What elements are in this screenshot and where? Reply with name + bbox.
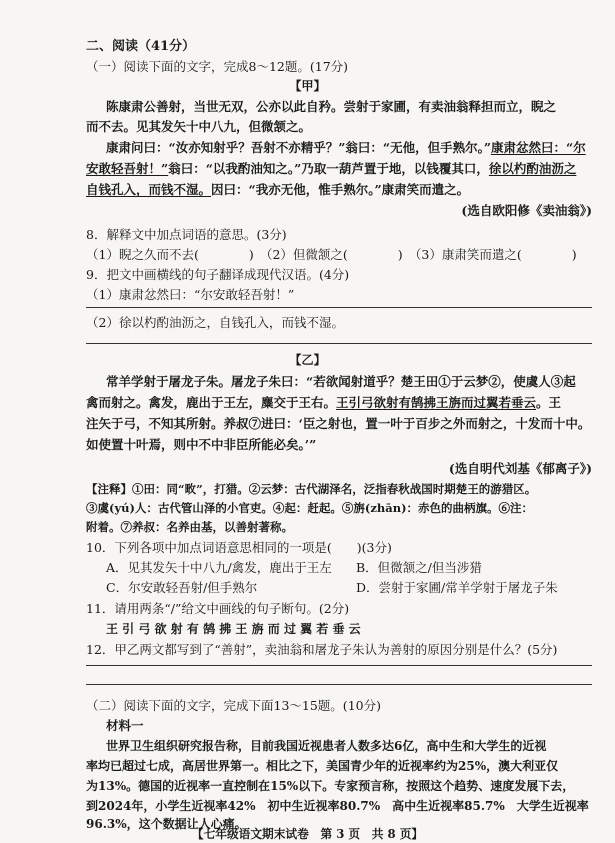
jia-p2-line3-b: 因曰：“我亦无他，惟手熟尔。”康肃笑而遣之。 [211,182,470,197]
jia-p1-line1: 陈康肃公善射，当世无双，公亦以此自矜。尝射于家圃，有卖油翁释担而立，睨之 [106,99,557,114]
material-line4: 到2024年，小学生近视率42% 初中生近视率80.7% 高中生近视率85.7% 大学生近视率 [86,799,589,813]
q12-answer-line-1[interactable] [86,665,592,666]
q8-items: （1）睨之久而不去( ) （2）但微颔之( ) （3）康肃笑而遣之( ) [86,247,577,262]
q12-answer-line-2[interactable] [86,684,592,685]
yi-note-line2: ③虞(yú)人：古代管山泽的小官吏。④起：赶起。⑤旃(zhān)：赤色的曲柄旗。⑥注： [86,501,534,515]
jia-p2-line1 [106,139,586,156]
q10-option-c[interactable]: C．尔安敢轻吾射/但手熟尔 [106,580,258,595]
jia-p2-line3-a: 自钱孔入，而钱不湿。 [86,182,212,197]
yi-source: (选自明代刘基《郁离子》) [448,461,592,476]
material-line2: 率均已超过七成，高居世界第一。相比之下，美国青少年的近视率约为25%，澳大利亚仅 [86,759,559,773]
q10-stem: 10．下列各项中加点词语意思相同的一项是( )(3分) [86,540,392,555]
q12-stem: 12．甲乙两文都写到了“善射”，卖油翁和屠龙子朱认为善射的原因分别是什么？(5分) [86,642,558,657]
jia-source: (选自欧阳修《卖油翁》) [461,203,592,218]
jia-p2-line1-b: 康肃忿然曰：“尔 [491,140,586,155]
q10-option-b[interactable]: B．但微颔之/但当涉猎 [356,560,482,575]
yi-line2-b: 王引弓欲射有鹄拂王旃而过翼若垂云 [336,395,537,410]
q10-option-a[interactable]: A．见其发矢十中八九/禽发，鹿出于王左 [106,560,332,575]
jia-p2-line2-c: 徐以杓酌油沥之 [488,161,577,176]
material-line1: 世界卫生组织研究报告称，目前我国近视患者人数多达6亿，高中生和大学生的近视 [106,739,547,753]
jia-p2-line2 [86,160,576,177]
jia-p2-line3 [86,181,469,198]
yi-line3: 注矢于弓，不知其所射。养叔⑦进曰：‘臣之射也，置一叶于百步之外而射之，十发而十中。 [86,416,591,431]
yi-line2-c: 。王 [536,395,562,410]
q9-item1: （1）康肃忿然曰：“尔安敢轻吾射！” [86,287,295,302]
yi-line1: 常羊学射于屠龙子朱。屠龙子朱曰：“若欲闻射道乎？楚王田①于云梦②，使虞人③起 [106,374,576,389]
yi-note-line3: 附着。⑦养叔：名养由基，以善射著称。 [86,520,293,534]
q9-answer-line-2[interactable] [86,343,592,344]
jia-p2-line2-b: 翁曰：“以我酌油知之。”乃取一葫芦置于地，以钱覆其口， [168,161,489,176]
q11-stem: 11．请用两条“/”给文中画线的句子断句。(2分) [86,601,350,616]
jia-p1-line2: 而不去。见其发矢十中八九，但微颔之。 [86,119,312,134]
q9-answer-line-1[interactable] [86,307,592,308]
jia-p2-line1-a: 康肃问曰：“汝亦知射乎？吾射不亦精乎？”翁曰：“无他，但手熟尔。” [106,140,492,155]
yi-note-line1: 【注释】①田：同“畋”，打猎。②云梦：古代湖泽名，泛指春秋战国时期楚王的游猎区。 [86,482,537,496]
yi-line2 [86,394,561,411]
material-line5: 96.3%，这个数据让人心痛。 [86,817,247,831]
jia-label: 【甲】 [289,79,326,93]
yi-label: 【乙】 [289,353,326,367]
q9-item2: （2）徐以杓酌油沥之，自钱孔入，而钱不湿。 [86,315,344,330]
part2-instruction: （二）阅读下面的文字，完成下面13～15题。(10分) [86,698,381,713]
material-line3: 为13%。德国的近视率一直控制在15%以下。专家预言称，按照这个趋势、速度发展下去， [86,779,575,793]
part1-instruction: （一）阅读下面的文字，完成8～12题。(17分) [86,59,349,74]
yi-line4: 如使置十叶焉，则中不中非臣所能必矣。’” [86,437,317,452]
q8-stem: 8．解释文中加点词语的意思。(3分) [86,227,287,242]
section-title: 二、阅读（41分） [86,39,196,54]
q11-sentence[interactable]: 王 引 弓 欲 射 有 鹄 拂 王 旃 而 过 翼 若 垂 云 [106,622,361,636]
jia-p2-line2-a: 安敢轻吾射！” [86,161,169,176]
q9-stem: 9．把文中画横线的句子翻译成现代汉语。(4分) [86,267,350,282]
page-footer: 【七年级语文期末试卷 第 3 页 共 8 页】 [191,827,424,841]
material-label: 材料一 [106,718,144,733]
q10-option-d[interactable]: D．尝射于家圃/常羊学射于屠龙子朱 [356,580,558,595]
yi-line2-a: 禽而射之。禽发，鹿出于王左，麋交于王右。 [86,395,337,410]
